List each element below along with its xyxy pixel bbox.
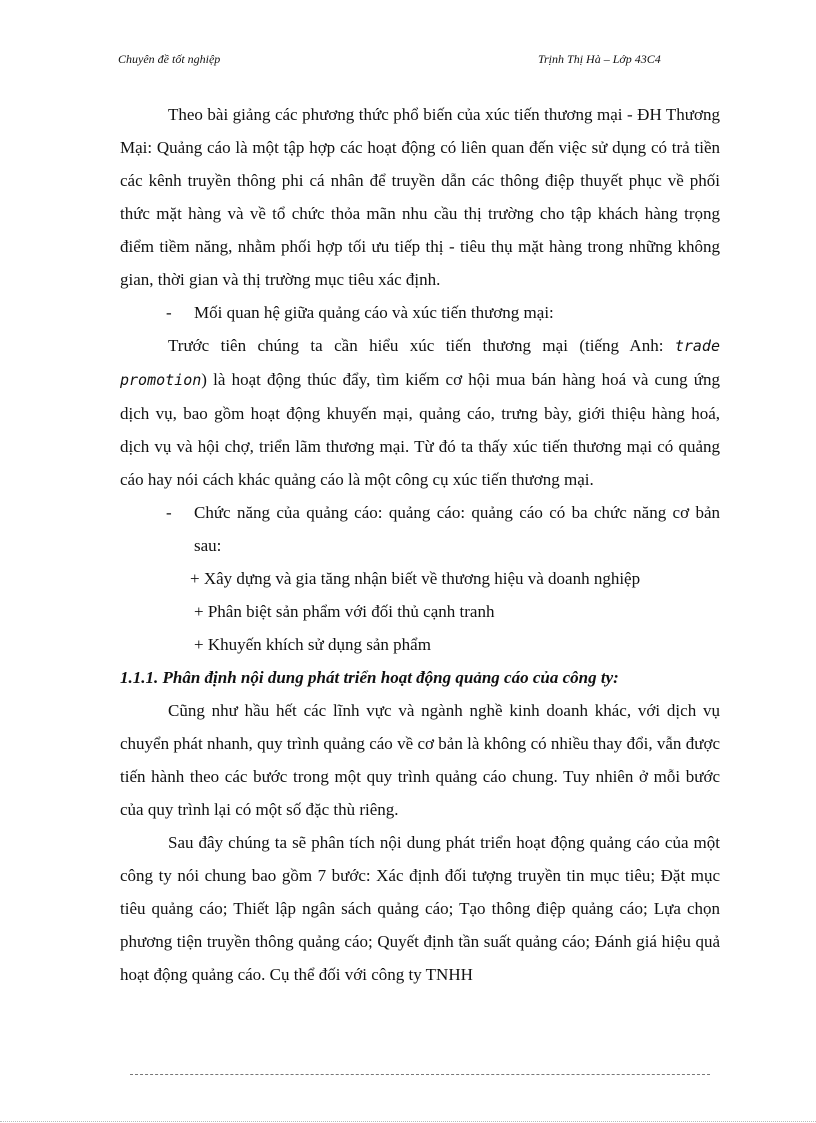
page-edge-divider (0, 1121, 816, 1122)
function-item-3: + Khuyến khích sử dụng sản phẩm (194, 635, 431, 654)
function-item-2: + Phân biệt sản phẩm với đối thủ cạnh tranh (194, 602, 495, 621)
bullet-functions (120, 496, 720, 562)
bullet-relationship (120, 296, 720, 329)
paragraph-process: Cũng như hầu hết các lĩnh vực và ngành nghề kinh doanh khác, với dịch vụ chuyển phát nhanh, quy trình quảng cáo về cơ bản là không có nhiều thay đổi, vẫn được tiến hành theo các bước trong một quy trình quảng cáo chung. Tuy nhiên ở mỗi bước của quy trình lại có một số đặc thù riêng. (120, 701, 720, 819)
p2-term: trade promotion (120, 337, 720, 389)
bullet-relationship-text: Mối quan hệ giữa quảng cáo và xúc tiến thương mại: (194, 303, 554, 322)
footer-divider (130, 1074, 710, 1075)
paragraph-definition: Theo bài giảng các phương thức phổ biến của xúc tiến thương mại - ĐH Thương Mại: Quảng cáo là một tập hợp các hoạt động có liên quan đến việc sử dụng có trả tiền các kênh truyền thông phi cá nhân để truyền dẫn các thông điệp thuyết phục về phối thức mặt hàng và về tổ chức thỏa mãn nhu cầu thị trường cho tập khách hàng trọng điểm tiềm năng, nhằm phối hợp tối ưu tiếp thị - tiêu thụ mặt hàng trong những không gian, thời gian và thị trường mục tiêu xác định. (120, 105, 720, 289)
paragraph-trade-promotion (120, 329, 720, 496)
section-heading: 1.1.1. Phân định nội dung phát triển hoạt động quảng cáo của công ty: (120, 668, 619, 687)
page-header (118, 52, 721, 70)
p2-before: Trước tiên chúng ta cần hiểu xúc tiến thương mại (tiếng Anh: (168, 336, 675, 355)
bullet-dash: - (166, 303, 172, 322)
header-author: Trịnh Thị Hà – Lớp 43C4 (538, 52, 661, 66)
p2-after: ) là hoạt động thúc đẩy, tìm kiếm cơ hội mua bán hàng hoá và cung ứng dịch vụ, bao gồm hoạt động khuyến mại, quảng cáo, trưng bày, giới thiệu hàng hoá, dịch vụ và hội chợ, triển lãm thương mại. Từ đó ta thấy xúc tiến thương mại có quảng cáo hay nói cách khác quảng cáo là một công cụ xúc tiến thương mại. (120, 370, 720, 489)
bullet-functions-text: Chức năng của quảng cáo: quảng cáo: quảng cáo có ba chức năng cơ bản sau: (194, 503, 720, 555)
header-title: Chuyên đề tốt nghiệp (118, 52, 221, 66)
paragraph-steps: Sau đây chúng ta sẽ phân tích nội dung phát triển hoạt động quảng cáo của một công ty nói chung bao gồm 7 bước: Xác định đối tượng truyền tin mục tiêu; Đặt mục tiêu quảng cáo; Thiết lập ngân sách quảng cáo; Tạo thông điệp quảng cáo; Lựa chọn phương tiện truyền thông quảng cáo; Quyết định tần suất quảng cáo; Đánh giá hiệu quả hoạt động quảng cáo. Cụ thể đối với công ty TNHH (120, 833, 720, 984)
document-body (120, 98, 720, 991)
function-item-1: + Xây dựng và gia tăng nhận biết về thương hiệu và doanh nghiệp (190, 569, 641, 588)
bullet-dash: - (166, 503, 172, 522)
